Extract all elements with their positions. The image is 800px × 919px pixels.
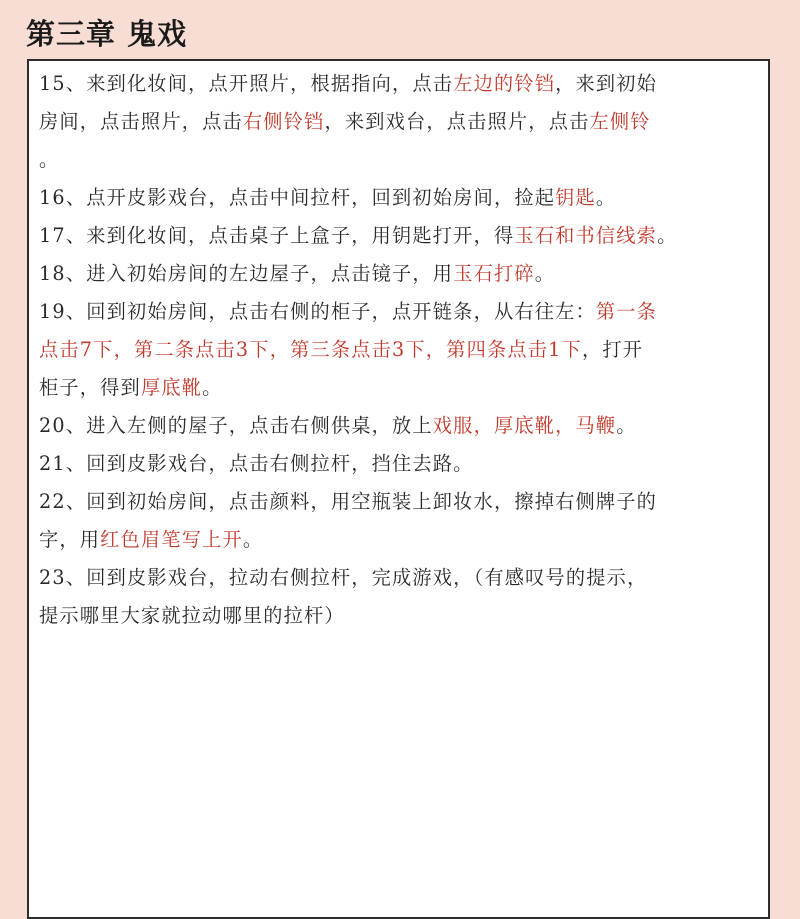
step-text: 22、回到初始房间，点击颜料，用空瓶装上卸妆水，擦掉右侧牌子的 [39,490,658,513]
step-text: 房间，点击照片，点击 [39,110,243,133]
step-text: 。 [657,224,678,247]
step-line [39,483,758,521]
step-text: 字，用 [39,528,101,551]
walkthrough-step [39,483,758,559]
step-text: 。 [39,148,60,171]
step-text: 17、来到化妆间，点击桌子上盒子，用钥匙打开，得 [39,224,515,247]
step-text: 提示哪里大家就拉动哪里的拉杆） [39,604,345,627]
step-text: 20、进入左侧的屋子，点击右侧供桌，放上 [39,414,433,437]
step-text: 。 [202,376,223,399]
step-text: 。 [242,528,264,551]
step-line [39,217,758,255]
step-text: 。 [595,186,617,209]
step-line [39,179,758,217]
walkthrough-step [39,65,758,179]
step-text: 。 [616,414,637,437]
step-line [39,65,758,103]
highlighted-text: 厚底靴 [140,376,203,399]
highlighted-text: 左侧铃 [589,110,651,133]
step-text: 15、来到化妆间，点开照片，根据指向，点击 [39,72,454,95]
step-line [39,369,758,407]
highlighted-text: 第一条 [595,300,658,323]
step-text: ，来到初始 [555,72,658,95]
step-text: 23、回到皮影戏台，拉动右侧拉杆，完成游戏，（有感叹号的提示， [39,566,648,589]
highlighted-text: 玉石打碎 [453,262,535,285]
highlighted-text: 玉石和书信线索 [514,224,658,247]
step-line [39,293,758,331]
step-text: 18、进入初始房间的左边屋子，点击镜子，用 [39,262,454,285]
step-text: 柜子，得到 [39,376,141,399]
walkthrough-box [27,59,770,919]
step-line [39,255,758,293]
walkthrough-step [39,255,758,293]
walkthrough-step [39,407,758,445]
step-line [39,407,758,445]
walkthrough-step [39,179,758,217]
step-text: 。 [534,262,556,285]
walkthrough-step [39,217,758,255]
walkthrough-step [39,445,758,483]
step-text: 21、回到皮影戏台，点击右侧拉杆，挡住去路。 [39,452,474,475]
highlighted-text: 点击7下，第二条点击3下，第三条点击3下，第四条点击1下 [39,338,582,361]
highlighted-text: 戏服，厚底靴，马鞭 [432,414,617,437]
step-text: 16、点开皮影戏台，点击中间拉杆，回到初始房间，捡起 [39,186,556,209]
step-line [39,331,758,369]
step-line [39,103,758,141]
highlighted-text: 钥匙 [555,186,596,209]
step-line [39,521,758,559]
walkthrough-step [39,559,758,635]
step-line [39,445,758,483]
step-line [39,141,758,179]
highlighted-text: 右侧铃铛 [242,110,325,133]
highlighted-text: 左边的铃铛 [453,72,556,95]
step-line [39,597,758,635]
highlighted-text: 红色眉笔写上开 [100,528,243,551]
page-title: 第三章 鬼戏 [26,17,188,51]
step-text: ，打开 [581,338,644,361]
step-line [39,559,758,597]
step-text: ，来到戏台，点击照片，点击 [324,110,590,133]
step-text: 19、回到初始房间，点击右侧的柜子，点开链条，从右往左： [39,300,596,323]
walkthrough-step [39,293,758,407]
